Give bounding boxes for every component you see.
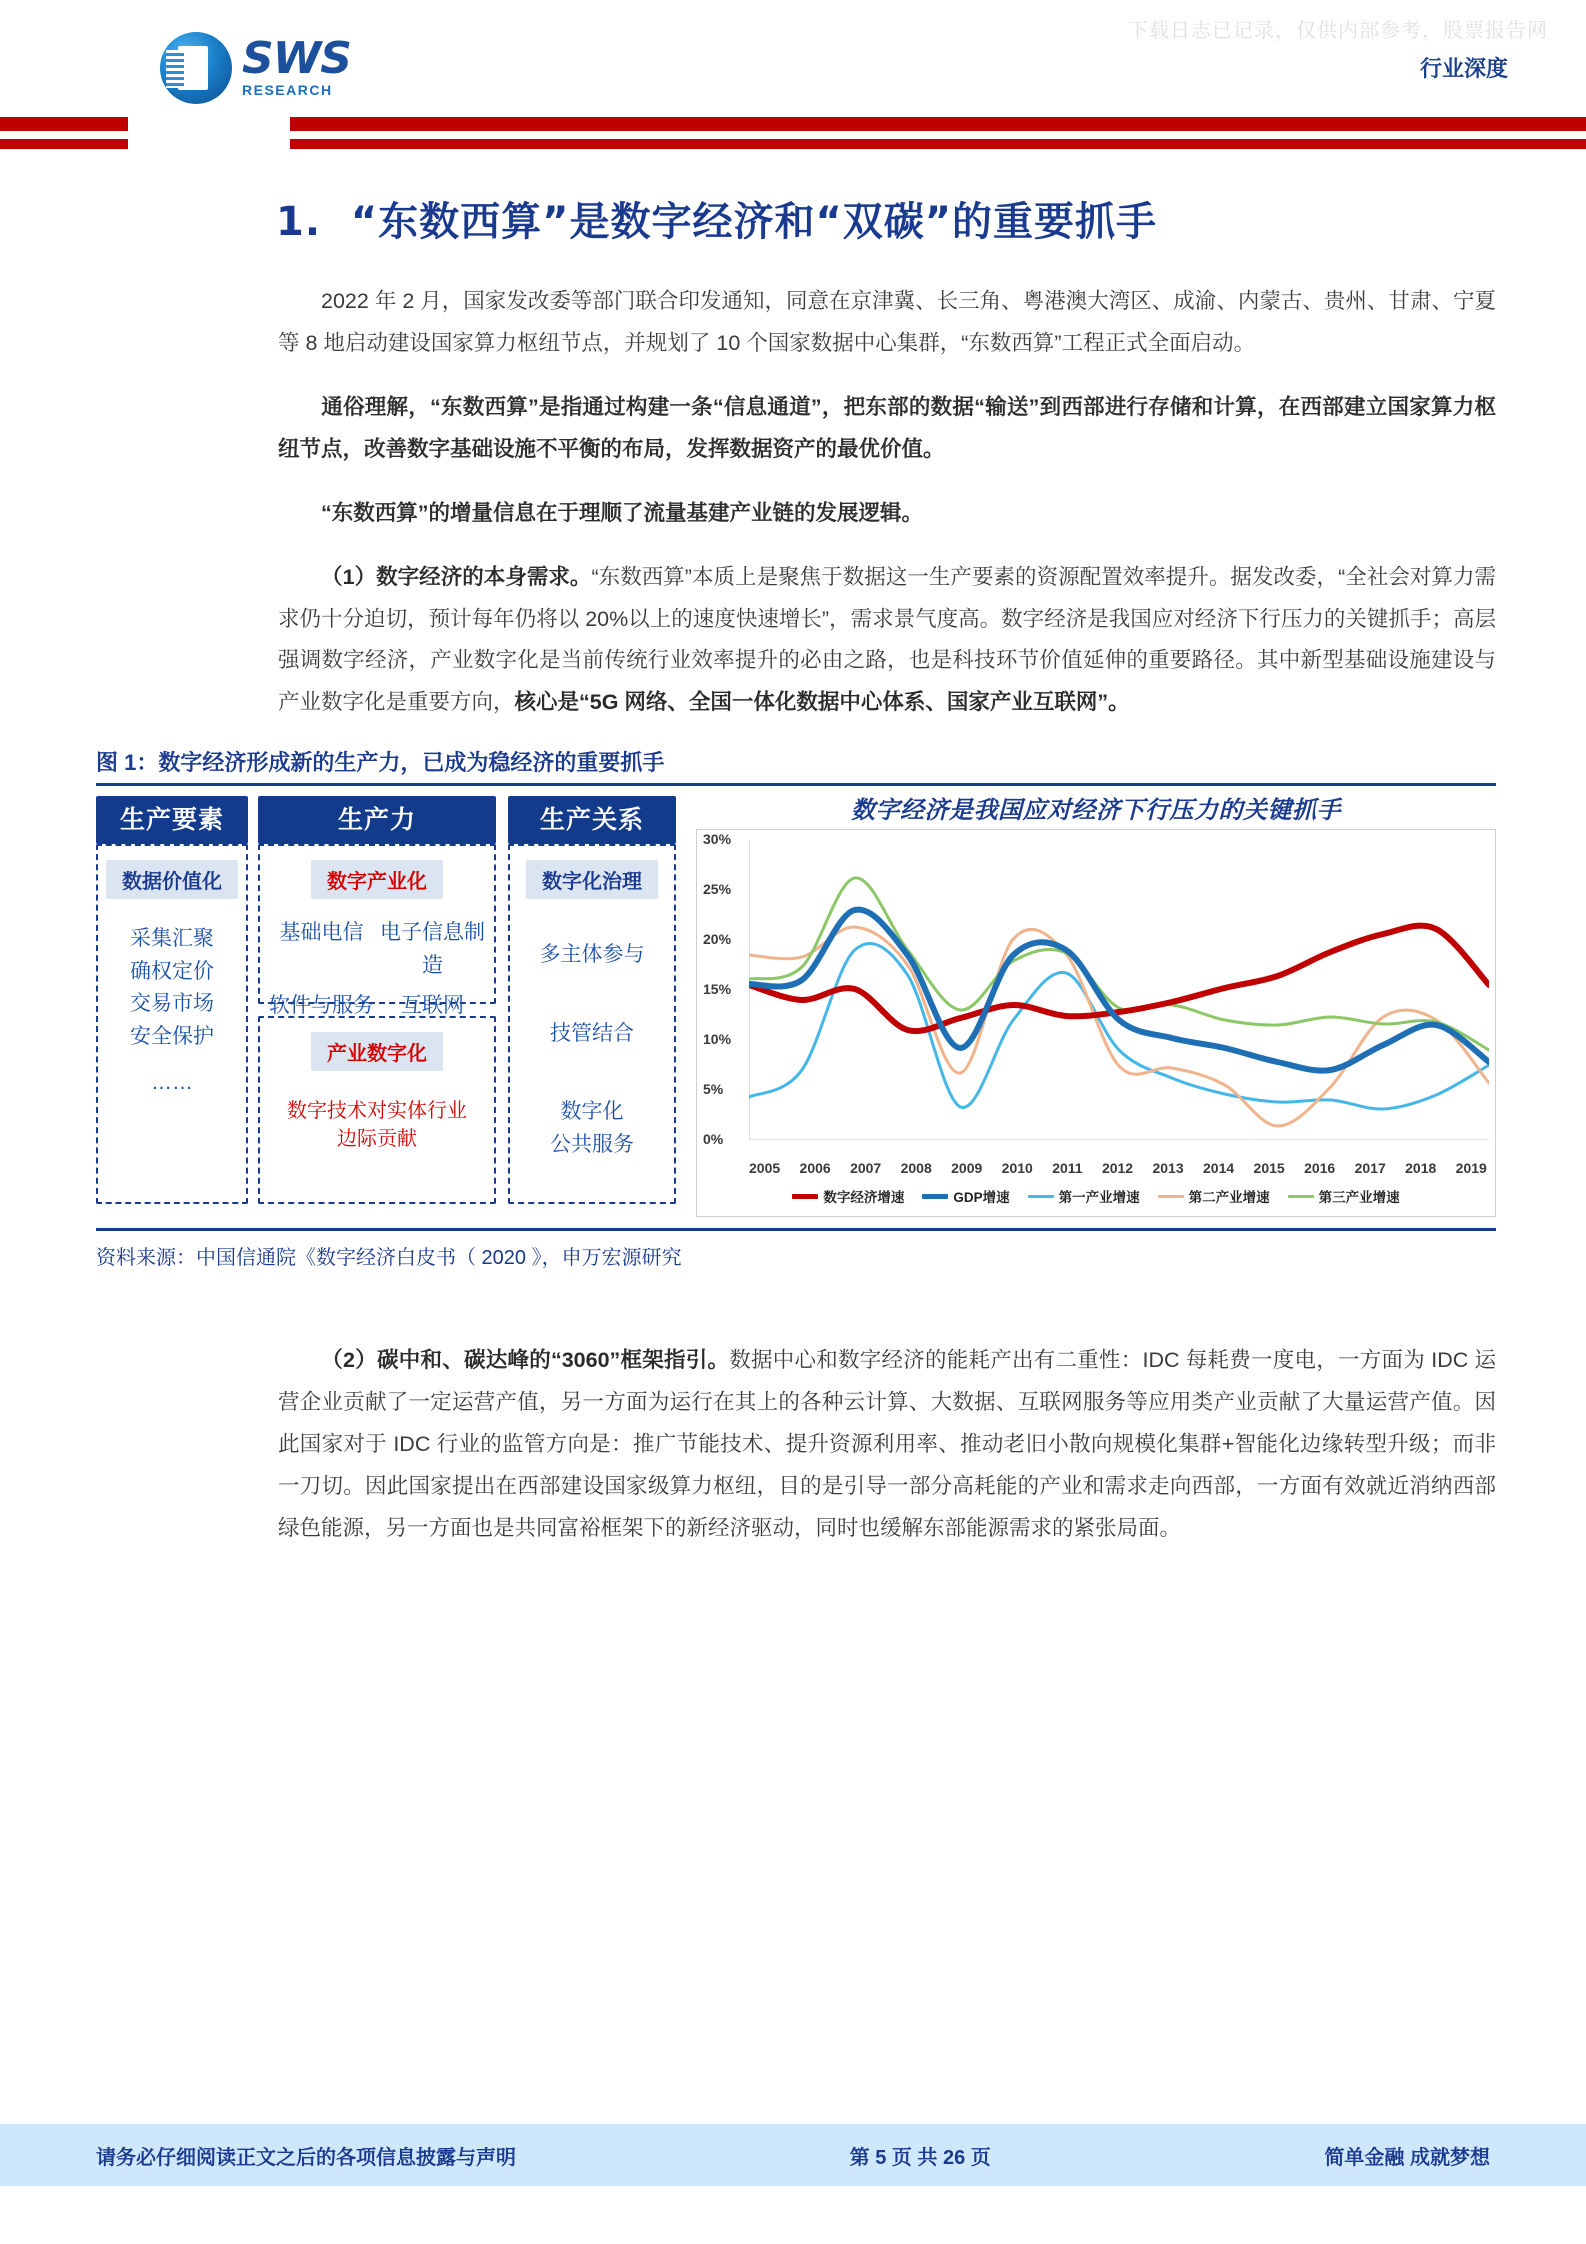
section-heading-text: “东数西算”是数字经济和“双碳”的重要抓手	[350, 199, 1158, 245]
list-item: 电子信息制造	[380, 921, 485, 977]
paragraph-4-body: “东数西算”本质上是聚焦于数据这一生产要素的资源配置效率提升。据发改委，“全社会对算力需求仍十分迫切，预计每年仍将以 20%以上的速度快速增长”，需求景气度高。数字经济是我国应对经济下行压力的关键抓手；高层强调数字经济，产业数字化是当前传统行业效率提升的必由之路，也是科技环节价值延伸的重要路径。其中新型基础设施建设与产业数字化是重要方向，	[278, 564, 1496, 715]
figure-rule	[96, 783, 1496, 786]
y-tick-label: 5%	[703, 1081, 724, 1098]
chip-industrial-digitalization: 产业数字化	[311, 1032, 443, 1071]
header-rule-left-top	[0, 117, 128, 131]
page-content	[96, 190, 1496, 1572]
list-item: 数字化	[560, 1100, 624, 1124]
y-tick-label: 30%	[703, 831, 732, 848]
chip-digital-governance: 数字化治理	[526, 860, 658, 899]
paragraph-1	[96, 281, 1496, 365]
logo-subtext: RESEARCH	[242, 81, 333, 98]
x-tick-label: 2005	[749, 1160, 781, 1177]
paragraph-4	[96, 557, 1496, 725]
legend-label: 第三产业增速	[1318, 1190, 1400, 1206]
footer-page-number: 第 5 页 共 26 页	[849, 2146, 991, 2169]
y-tick-label: 25%	[703, 881, 732, 898]
x-tick-label: 2013	[1152, 1160, 1184, 1177]
chart-series-line	[749, 926, 1489, 1031]
group-digital-industrialization	[258, 844, 496, 1018]
legend-item	[1158, 1186, 1270, 1206]
figure-1	[96, 796, 1496, 1216]
paragraph-5-lead: （2）碳中和、碳达峰的“3060”框架指引。	[321, 1348, 730, 1373]
list-item: 基础电信	[279, 921, 364, 945]
x-tick-label: 2011	[1052, 1160, 1083, 1177]
list-item: 软件与服务	[269, 994, 374, 1018]
x-tick-label: 2008	[900, 1160, 932, 1177]
section-number: 1.	[276, 199, 322, 245]
paragraph-3	[96, 493, 1496, 535]
legend-swatch	[792, 1194, 818, 1199]
figure-source-note: 资料来源：中国信通院《数字经济白皮书（ 2020 》，申万宏源研究	[96, 1228, 1496, 1270]
page-title	[96, 190, 1496, 247]
paragraph-2	[96, 387, 1496, 471]
list-item: 公共服务	[550, 1132, 634, 1156]
legend-label: 第二产业增速	[1188, 1190, 1270, 1206]
footer-slogan: 简单金融 成就梦想	[1324, 2146, 1490, 2169]
legend-swatch	[1158, 1195, 1184, 1198]
y-tick-label: 10%	[703, 1031, 732, 1048]
chart-series-line	[749, 927, 1489, 1126]
legend-swatch	[1028, 1195, 1054, 1198]
chart-x-axis-labels	[749, 1160, 1487, 1176]
legend-item	[1288, 1186, 1400, 1206]
chart-series-line	[749, 878, 1489, 1050]
paragraph-5-body: 数据中心和数字经济的能耗产出有二重性：IDC 每耗费一度电，一方面为 IDC 运营企业贡献了一定运营产值，另一方面为运行在其上的各种云计算、大数据、互联网服务等应用类产业贡献了大量运营产值。因此国家对于 IDC 行业的监管方向是：推广节能技术、提升资源利用率、推动老旧小散向规模化集群+智能化边缘转型升级；而非一刀切。因此国家提出在西部建设国家级算力枢纽，目的是引导一部分高耗能的产业和需求走向西部，一方面有效就近消纳西部绿色能源，另一方面也是共同富裕框架下的新经济驱动，同时也缓解东部能源需求的紧张局面。	[278, 1348, 1496, 1540]
diagram-column-productive-forces	[258, 796, 496, 1204]
paragraph-1-text: 2022 年 2 月，国家发改委等部门联合印发通知，同意在京津冀、长三角、粤港澳大湾区、成渝、内蒙古、贵州、甘肃、宁夏等 8 地启动建设国家算力枢纽节点，并规划了 10 个国家数据中心集群，“东数西算”工程正式全面启动。	[278, 289, 1496, 355]
paragraph-2-text: 通俗理解，“东数西算”是指通过构建一条“信息通道”，把东部的数据“输送”到西部进行存储和计算，在西部建立国家算力枢纽节点，改善数字基础设施不平衡的布局，发挥数据资产的最优价值。	[278, 394, 1496, 461]
legend-label: 第一产业增速	[1058, 1190, 1140, 1206]
document-type-label: 行业深度	[1419, 56, 1508, 81]
legend-item	[922, 1186, 1009, 1206]
list-item: 技管结合	[550, 1021, 634, 1045]
legend-swatch	[922, 1194, 948, 1199]
list-item: 多主体参与	[539, 943, 645, 967]
list-item: 安全保护	[130, 1024, 214, 1048]
column-3-body	[508, 844, 676, 1204]
x-tick-label: 2010	[1001, 1160, 1033, 1177]
diagram-column-production-factors	[96, 796, 248, 1204]
line-chart-panel	[696, 790, 1496, 1222]
x-tick-label: 2009	[951, 1160, 983, 1177]
diagram-column-production-relations	[508, 796, 676, 1204]
chip-data-valuation: 数据价值化	[106, 860, 238, 899]
legend-swatch	[1288, 1195, 1314, 1198]
paragraph-3-text: “东数西算”的增量信息在于理顺了流量基建产业链的发展逻辑。	[321, 500, 924, 525]
y-tick-label: 0%	[703, 1131, 724, 1148]
group-industrial-digitalization	[258, 1016, 496, 1204]
x-tick-label: 2017	[1354, 1160, 1386, 1177]
legend-item	[1028, 1186, 1140, 1206]
y-tick-label: 20%	[703, 931, 732, 948]
header-rule-right-bottom	[290, 139, 1586, 149]
paragraph-5	[96, 1340, 1496, 1550]
red-note-line-1: 数字技术对实体行业	[287, 1100, 467, 1123]
figure-caption: 图 1：数字经济形成新的生产力，已成为稳经济的重要抓手	[96, 750, 665, 776]
sws-logo-icon	[160, 32, 232, 104]
legend-label: 数字经济增速	[823, 1190, 905, 1206]
chart-legend	[697, 1186, 1495, 1206]
x-tick-label: 2015	[1253, 1160, 1285, 1177]
y-tick-label: 15%	[703, 981, 732, 998]
x-tick-label: 2018	[1405, 1160, 1437, 1177]
legend-item	[792, 1186, 904, 1206]
legend-label: GDP增速	[953, 1190, 1010, 1206]
list-item: 确权定价	[130, 959, 214, 983]
x-tick-label: 2012	[1101, 1160, 1134, 1177]
list-item: ……	[151, 1071, 193, 1095]
header-rule-right-top	[290, 117, 1586, 131]
value-chain-diagram	[96, 796, 645, 1216]
column-header-2: 生产力	[258, 796, 496, 844]
chart-plot-frame	[696, 829, 1496, 1217]
chart-svg	[749, 840, 1489, 1140]
paragraph-4-bold-tail: 核心是“5G 网络、全国一体化数据中心体系、国家产业互联网”。	[514, 690, 1130, 715]
watermark-text: 下载日志已记录，仅供内部参考，股票报告网	[1128, 20, 1548, 42]
chart-series-line	[749, 944, 1489, 1110]
column-header-1: 生产要素	[96, 796, 248, 844]
x-tick-label: 2006	[799, 1160, 831, 1177]
red-note-line-2: 边际贡献	[337, 1128, 417, 1151]
list-item: 交易市场	[130, 992, 214, 1016]
column-header-3: 生产关系	[508, 796, 676, 844]
header-rule-left-bottom	[0, 139, 128, 149]
page-header	[0, 0, 1586, 145]
x-tick-label: 2019	[1455, 1160, 1487, 1177]
paragraph-4-lead: （1）数字经济的本身需求。	[321, 564, 592, 589]
column-1-body	[96, 844, 248, 1204]
list-item: 互联网	[401, 994, 464, 1018]
x-tick-label: 2014	[1203, 1160, 1235, 1177]
sws-logo	[160, 32, 351, 104]
footer-disclaimer: 请务必仔细阅读正文之后的各项信息披露与声明	[96, 2146, 516, 2169]
chip-digital-industrialization: 数字产业化	[311, 860, 443, 899]
page-footer	[0, 2124, 1586, 2186]
x-tick-label: 2016	[1304, 1160, 1336, 1177]
chart-title: 数字经济是我国应对经济下行压力的关键抓手	[851, 797, 1341, 825]
x-tick-label: 2007	[850, 1160, 882, 1177]
list-item: 采集汇聚	[130, 927, 214, 951]
logo-wordmark: SWS	[242, 33, 351, 85]
